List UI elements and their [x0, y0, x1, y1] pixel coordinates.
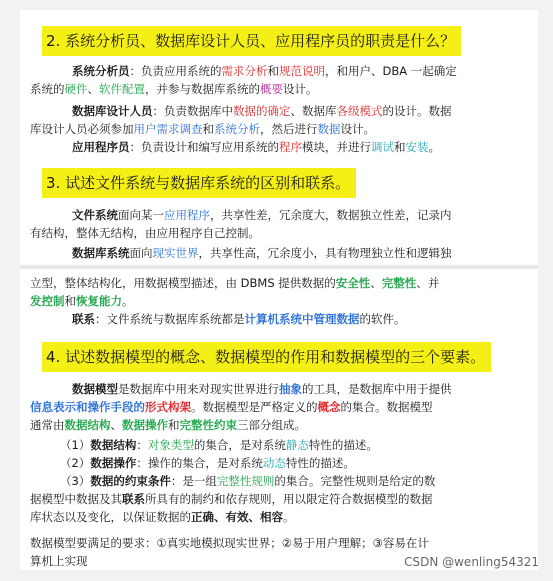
q4-line-5: （2）数据操作：操作的集合，是对系统动态特性的描述。: [60, 456, 355, 470]
q4-line-7: 据模型中数据及其联系所具有的制约和依存规则，用以限定符合数据模型的数据: [30, 492, 433, 506]
q2-line-1: 系统分析员：负责应用系统的需求分析和规范说明，和用户、DBA 一起确定: [72, 64, 457, 78]
q4-line-3: 通常由数据结构、数据操作和完整性约束三部分组成。: [30, 418, 306, 432]
question-2-title: 2. 系统分析员、数据库设计人员、应用程序员的职责是什么？: [42, 26, 461, 56]
requirements-line-2: 算机上实现: [30, 554, 88, 568]
q3-line-2: 有结构，整体无结构，由应用程序自己控制。: [30, 226, 260, 240]
q3-line-5: 发控制和恢复能力。: [30, 294, 134, 308]
q4-line-4: （1）数据结构：对象类型的集合，是对系统静态特性的描述。: [60, 438, 378, 452]
question-4-title: 4. 试述数据模型的概念、数据模型的作用和数据模型的三个要素。: [42, 342, 491, 372]
document-page: [20, 10, 538, 570]
q3-line-3: 数据库系统面向现实世界，共享性高，冗余度小，具有物理独立性和逻辑独: [72, 246, 452, 260]
q2-line-4: 库设计人员必须参加用户需求调查和系统分析，然后进行数据设计。: [30, 122, 375, 136]
csdn-watermark: CSDN @wenling54321: [404, 555, 539, 569]
q3-line-6: 联系：文件系统与数据库系统都是计算机系统中管理数据的软件。: [72, 312, 406, 326]
q4-line-1: 数据模型是数据库中用来对现实世界进行抽象的工具，是数据库中用于提供: [72, 382, 452, 396]
q4-line-2: 信息表示和操作手段的形式构架。数据模型是严格定义的概念的集合。数据模型: [30, 400, 433, 414]
q3-line-1: 文件系统面向某一应用程序，共享性差，冗余度大，数据独立性差，记录内: [72, 208, 452, 222]
q2-line-3: 数据库设计人员：负责数据库中数据的确定、数据库各级模式的设计。数据: [72, 104, 452, 118]
q4-line-8: 库状态以及变化，以保证数据的正确、有效、相容。: [30, 510, 295, 524]
question-3-title: 3. 试述文件系统与数据库系统的区别和联系。: [42, 168, 356, 198]
q2-line-2: 系统的硬件、软件配置，并参与数据库系统的概要设计。: [30, 82, 318, 96]
q4-line-6: （3）数据的约束条件：是一组完整性规则的集合。完整性规则是给定的数: [60, 474, 436, 488]
q3-line-4: 立型，整体结构化，用数据模型描述，由 DBMS 提供数据的安全性、完整性、并: [30, 276, 440, 290]
requirements-line-1: 数据模型要满足的要求：①真实地模拟现实世界；②易于用户理解；③容易在计: [30, 536, 429, 550]
page-tear-divider: [20, 264, 538, 270]
q2-line-5: 应用程序员：负责设计和编写应用系统的程序模块，并进行调试和安装。: [72, 140, 440, 154]
